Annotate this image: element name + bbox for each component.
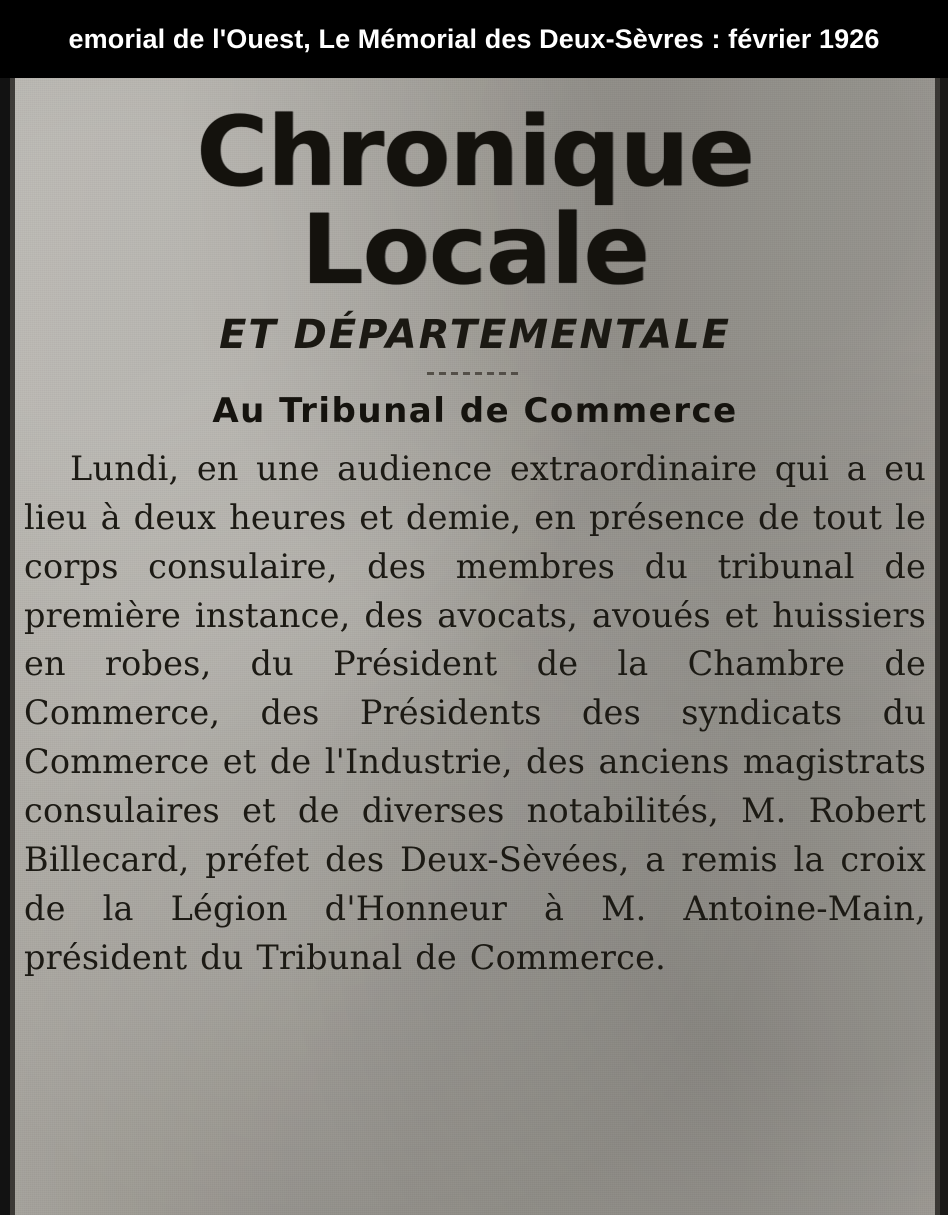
masthead-heading: Chronique Locale	[196, 96, 754, 306]
article-paragraph: Lundi, en une audience extraordinaire qui a eu lieu à deux heures et demie, en présence de tout le corps consulaire, des membres du tribunal de première instance, des avocats, avoués et huissiers en robes, du Président de la Chambre de Commerce, des Présidents des syndicats du Commerce et de l'Industrie, des anciens magistrats consulaires et de diverses notabilités, M. Robert Billecard, préfet des Deux-Sèvées, a remis la croix de la Légion d'Honneur à M. Antoine-Main, président du Tribunal de Commerce.	[24, 448, 926, 977]
masthead-subheading: ET DÉPARTEMENTALE	[219, 311, 731, 358]
article-body-text	[18, 445, 932, 983]
document-title-bar	[0, 0, 948, 78]
article-section-title: Au Tribunal de Commerce	[212, 390, 738, 431]
article-container	[18, 78, 932, 1215]
scanned-page-image[interactable]	[0, 78, 948, 1215]
page-right-edge	[940, 78, 948, 1215]
ornament-divider	[427, 372, 523, 375]
page-title: emorial de l'Ouest, Le Mémorial des Deux-Sèvres : février 1926	[68, 23, 880, 54]
